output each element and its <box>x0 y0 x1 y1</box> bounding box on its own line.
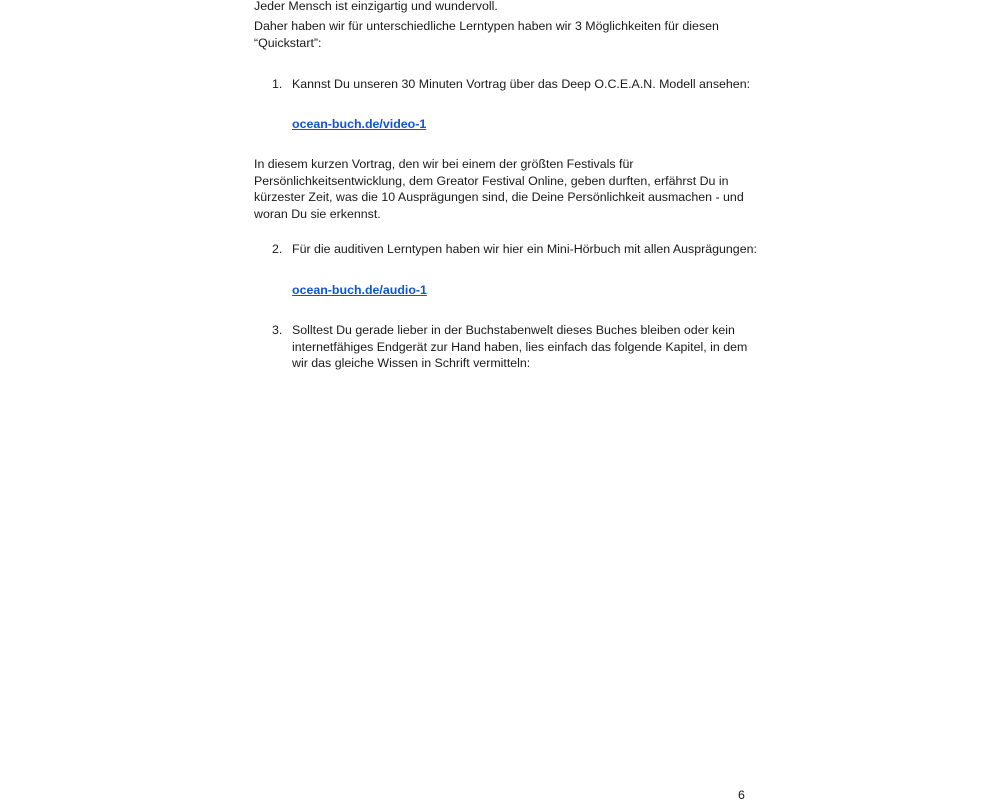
list-text-3-line-3: wir das gleiche Wissen in Schrift vermitteln: <box>292 356 531 370</box>
description-line-3: kürzester Zeit, was die 10 Ausprägungen sind, die Deine Persönlichkeit ausmachen - und <box>254 190 744 204</box>
intro-paragraph-1 <box>254 0 754 15</box>
description-paragraph <box>254 156 754 222</box>
list-text-3-line-2: internetfähiges Endgerät zur Hand haben, lies einfach das folgende Kapitel, in dem <box>292 339 748 354</box>
list-number-2: 2. <box>272 242 283 256</box>
list-number-1: 1. <box>272 77 283 91</box>
page-number: 6 <box>738 788 745 802</box>
description-line-4: woran Du sie erkennst. <box>254 206 381 221</box>
description-line-1: In diesem kurzen Vortrag, den wir bei einem der größten Festivals für <box>254 157 634 171</box>
list-text-3-line-1: Solltest Du gerade lieber in der Buchstabenwelt dieses Buches bleiben oder kein <box>292 323 735 337</box>
list-text-1: Kannst Du unseren 30 Minuten Vortrag über das Deep O.C.E.A.N. Modell ansehen: <box>292 77 751 91</box>
video-link[interactable]: ocean-buch.de/video-1 <box>292 117 427 131</box>
intro-paragraph-2 <box>254 18 754 51</box>
description-line-2: Persönlichkeitsentwicklung, dem Greator Festival Online, geben durften, erfährst Du in <box>254 173 729 188</box>
list-text-3 <box>292 322 762 372</box>
intro-line-2b: “Quickstart”: <box>254 35 322 50</box>
intro-line-1: Jeder Mensch ist einzigartig und wundervoll. <box>254 0 498 13</box>
intro-line-2a: Daher haben wir für unterschiedliche Lerntypen haben wir 3 Möglichkeiten für diesen <box>254 19 719 33</box>
audio-link[interactable]: ocean-buch.de/audio-1 <box>292 283 427 297</box>
list-text-2: Für die auditiven Lerntypen haben wir hier ein Mini-Hörbuch mit allen Ausprägungen: <box>292 242 757 256</box>
list-number-3: 3. <box>272 323 283 337</box>
